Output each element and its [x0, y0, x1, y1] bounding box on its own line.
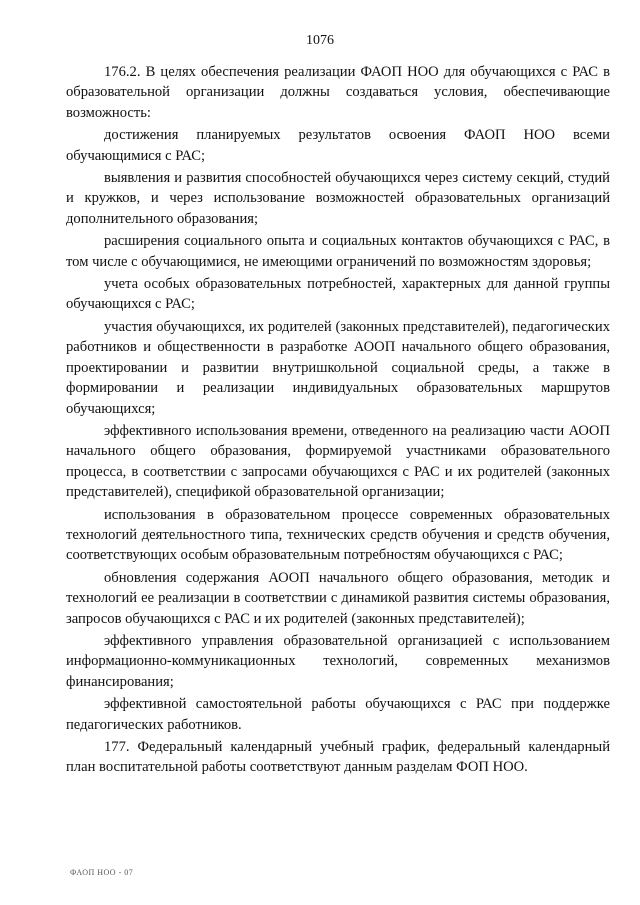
document-body [66, 62, 610, 780]
page-number: 1076 [306, 33, 334, 48]
list-item: участия обучающихся, их родителей (законных представителей), педагогических работников и общественности в разработке АООП начального общего образования, проектировании и развитии внутришкольной социальной среды, а также в формировании и реализации индивидуальных образовательных маршрутов обучающихся; [66, 318, 610, 417]
list-item: эффективного использования времени, отведенного на реализацию части АООП начального общего образования, формируемой участниками образовательного процесса, в соответствии с запросами обучающихся с РАС и их родителей (законных представителей), спецификой образовательной организации; [66, 422, 610, 501]
list-item: учета особых образовательных потребностей, характерных для данной группы обучающихся с РАС; [66, 276, 610, 313]
list-item: эффективной самостоятельной работы обучающихся с РАС при поддержке педагогических работников. [66, 696, 610, 733]
list-item: выявления и развития способностей обучающихся через систему секций, студий и кружков, и через использование возможностей образовательных организаций дополнительного образования; [66, 170, 610, 227]
paragraph-176-2: 176.2. В целях обеспечения реализации ФАОП НОО для обучающихся с РАС в образовательной организации должны создаваться условия, обеспечивающие возможность: [66, 64, 610, 121]
list-item: расширения социального опыта и социальных контактов обучающихся с РАС, в том числе с обучающимися, не имеющими ограничений по возможностям здоровья; [66, 233, 610, 270]
list-item: использования в образовательном процессе современных образовательных технологий деятельностного типа, технических средств обучения и средств обучения, соответствующих особым образовательным потребностям обучающихся с РАС; [66, 506, 610, 564]
footer-code: ФАОП НОО - 07 [70, 868, 134, 877]
list-item: обновления содержания АООП начального общего образования, методик и технологий ее реализации в соответствии с динамикой развития системы образования, запросов обучающихся с РАС и их родителей (законных представителей); [66, 569, 610, 627]
list-item: эффективного управления образовательной организацией с использованием информационно-коммуникационных технологий, современных механизмов финансирования; [66, 632, 610, 690]
list-item: достижения планируемых результатов освоения ФАОП НОО всеми обучающимися с РАС; [66, 127, 610, 164]
paragraph-177: 177. Федеральный календарный учебный график, федеральный календарный план воспитательной работы соответствуют данным разделам ФОП НОО. [66, 739, 610, 776]
